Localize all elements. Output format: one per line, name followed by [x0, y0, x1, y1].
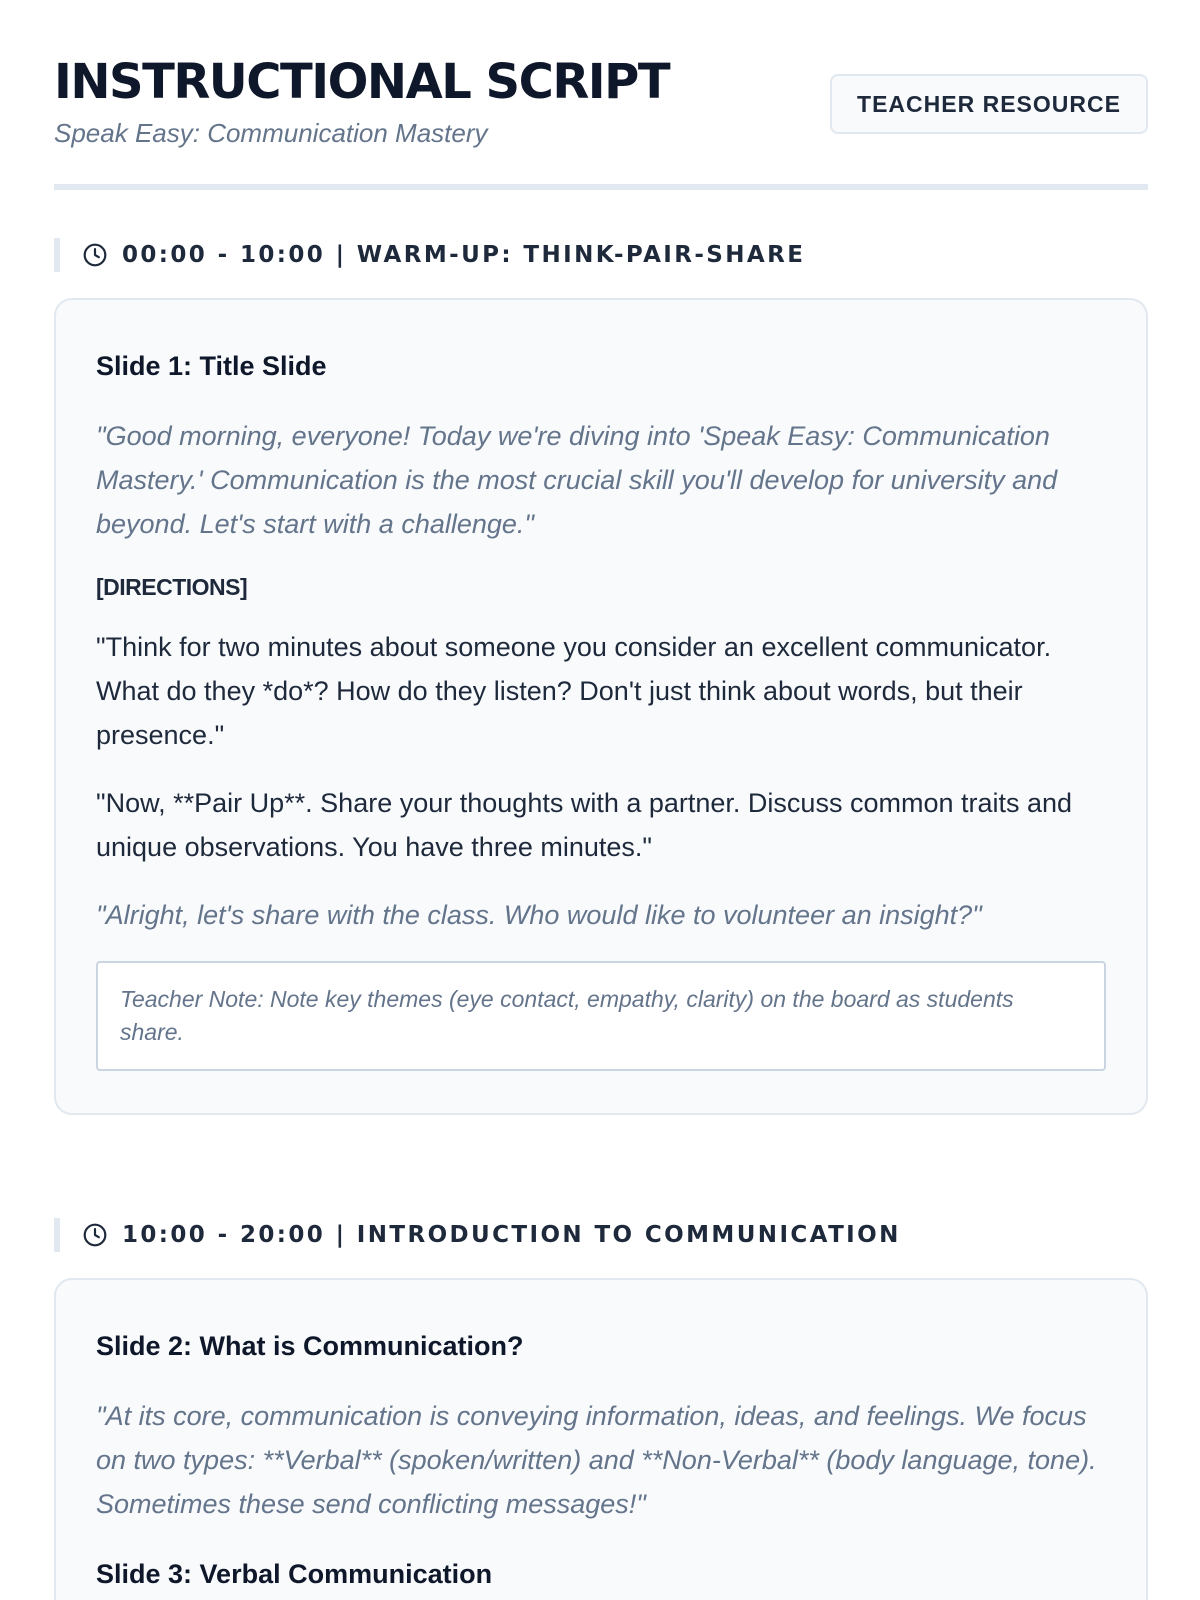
teacher-speech: "Now, **Pair Up**. Share your thoughts with a partner. Discuss common traits and unique observations. You have three minutes." — [96, 788, 1073, 862]
section-heading-introduction — [54, 1218, 1148, 1252]
teacher-speech: "Think for two minutes about someone you consider an excellent communicator. What do they *do*? How do they listen? Don't just think about words, but their presence." — [96, 632, 1052, 750]
teacher-resource-badge: TEACHER RESOURCE — [830, 74, 1148, 134]
script-card-warm-up — [54, 298, 1148, 1115]
slide-title: Slide 1: Title Slide — [96, 351, 327, 381]
section-heading-warm-up — [54, 238, 1148, 272]
teacher-quote: "Alright, let's share with the class. Who would like to volunteer an insight?" — [96, 900, 982, 930]
clock-icon — [82, 1222, 108, 1248]
slide-title: Slide 3: Verbal Communication — [96, 1559, 493, 1589]
teacher-note: Teacher Note: Note key themes (eye contact, empathy, clarity) on the board as students share. — [96, 961, 1106, 1071]
teacher-quote: "At its core, communication is conveying information, ideas, and feelings. We focus on two types: **Verbal** (spoken/written) and **Non-Verbal** (body language, tone). Sometimes these send conflicting messages!" — [96, 1401, 1097, 1519]
directions-label: [DIRECTIONS] — [96, 574, 248, 600]
page-header — [54, 52, 1148, 192]
section-time-label: 10:00 - 20:00 | INTRODUCTION TO COMMUNICATION — [122, 1222, 901, 1248]
header-divider — [54, 184, 1148, 190]
script-card-introduction — [54, 1278, 1148, 1600]
clock-icon — [82, 242, 108, 268]
slide-title: Slide 2: What is Communication? — [96, 1331, 524, 1361]
page-subtitle: Speak Easy: Communication Mastery — [54, 118, 488, 148]
teacher-quote: "Good morning, everyone! Today we're diving into 'Speak Easy: Communication Mastery.' Communication is the most crucial skill you'll develop for university and beyond. Let's start with a challenge." — [96, 421, 1058, 539]
section-time-label: 00:00 - 10:00 | WARM-UP: THINK-PAIR-SHARE — [122, 242, 806, 268]
page-title: INSTRUCTIONAL SCRIPT — [54, 54, 670, 110]
